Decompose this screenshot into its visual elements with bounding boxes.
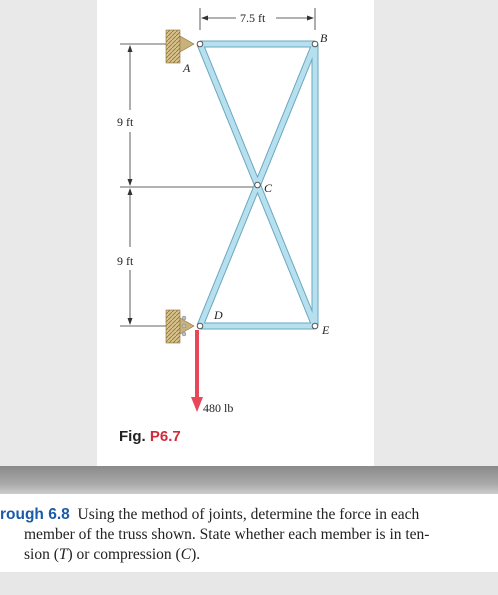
load-arrow-icon [191,330,203,412]
dimension-upper-height-label: 9 ft [117,115,134,129]
problem-line-3: sion (T) or compression (C). [24,546,201,563]
joint-b [312,41,318,47]
dimension-vertical [120,44,262,326]
compression-symbol: C [180,546,192,563]
joint-e [312,323,318,329]
node-label-d: D [214,308,223,322]
node-label-c: C [264,181,273,195]
support-d [166,310,194,343]
dimension-lower-height-label: 9 ft [117,254,134,268]
problem-line-1 [0,505,490,525]
tension-symbol: T [58,546,68,563]
problem-line-2: member of the truss shown. State whether each member is in ten- [24,526,430,543]
problem-statement [0,505,490,565]
support-a [166,30,194,63]
problem-text-1: Using the method of joints, determine the force in each [77,506,420,523]
node-label-e: E [322,323,330,337]
figure-caption-number: P6.7 [149,428,181,445]
joint-c [255,182,261,188]
problem-number: rough 6.8 [0,506,70,523]
joint-d [197,323,203,329]
load-label: 480 lb [203,401,234,415]
node-label-b: B [320,31,328,45]
node-label-a: A [183,61,191,75]
dimension-top-width-label: 7.5 ft [240,11,266,25]
figure-caption [119,428,181,445]
figure-caption-prefix: Fig. [119,428,146,445]
joint-a [197,41,203,47]
